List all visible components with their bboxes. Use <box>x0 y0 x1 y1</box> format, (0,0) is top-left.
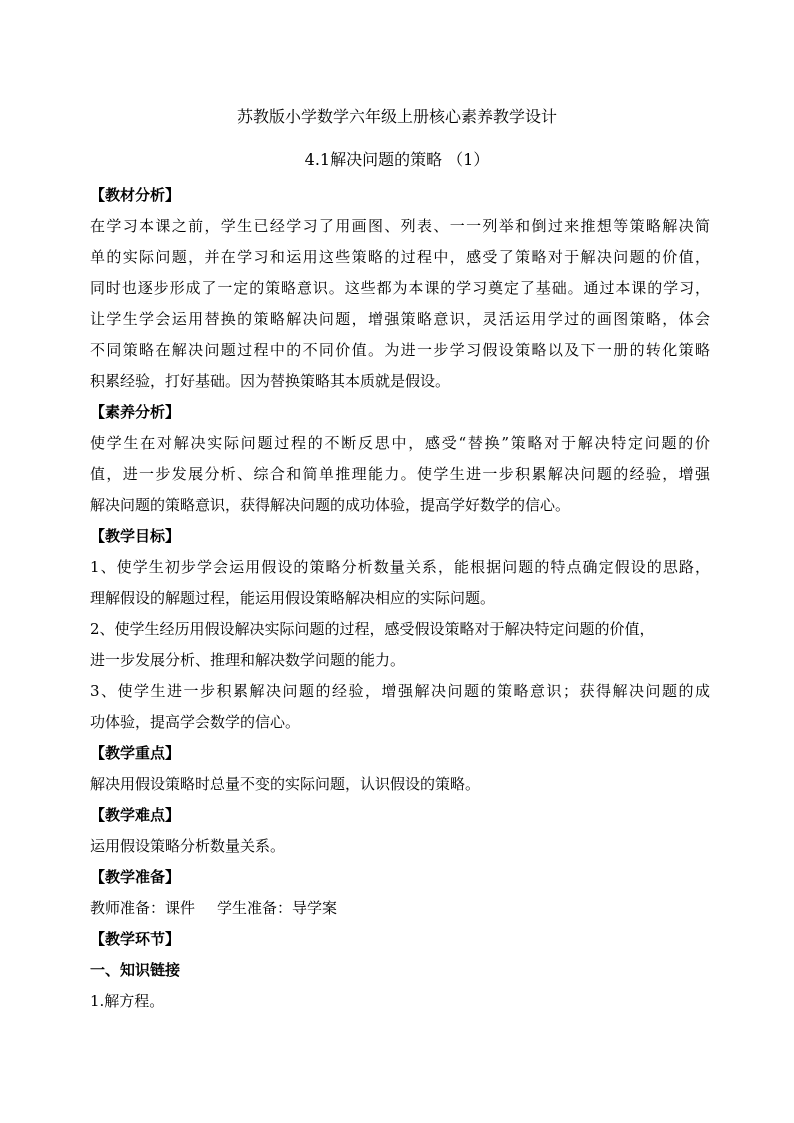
paragraph-line: 积累经验，打好基础。因为替换策略其本质就是假设。 <box>90 372 451 390</box>
paragraph-line: 解决问题的策略意识，获得解决问题的成功体验，提高学好数学的信心。 <box>90 496 571 514</box>
section-heading-literacy: 【素养分析】 <box>90 403 181 421</box>
paragraph-line: 使学生在对解决实际问题过程的不断反思中，感受“替换”策略对于解决特定问题的价 <box>90 434 710 452</box>
goal-line: 进一步发展分析、推理和解决数学问题的能力。 <box>90 651 406 669</box>
teacher-preparation: 教师准备：课件 <box>90 899 196 917</box>
difficulties-text: 运用假设策略分析数量关系。 <box>90 837 286 855</box>
document-title: 苏教版小学数学六年级上册核心素养教学设计 <box>236 107 557 126</box>
section-heading-key-points: 【教学重点】 <box>90 744 181 762</box>
key-points-text: 解决用假设策略时总量不变的实际问题，认识假设的策略。 <box>90 775 481 793</box>
process-item: 1.解方程。 <box>90 992 165 1010</box>
paragraph-line: 不同策略在解决问题过程中的不同价值。为进一步学习假设策略以及下一册的转化策略 <box>90 341 710 359</box>
preparation-line <box>90 893 710 924</box>
literacy-paragraph <box>90 428 710 521</box>
paragraph-line: 同时也逐步形成了一定的策略意识。这些都为本课的学习奠定了基础。通过本课的学习， <box>90 279 710 297</box>
goal-line: 3、使学生进一步积累解决问题的经验，增强解决问题的策略意识；获得解决问题的成 <box>90 682 710 700</box>
student-preparation: 学生准备：导学案 <box>217 899 338 917</box>
process-part-heading: 一、知识链接 <box>90 961 181 979</box>
document-body <box>90 180 710 1017</box>
section-heading-preparation: 【教学准备】 <box>90 868 181 886</box>
goal-line: 2、使学生经历用假设解决实际问题的过程，感受假设策略对于解决特定问题的价值， <box>90 620 655 638</box>
paragraph-line: 在学习本课之前，学生已经学习了用画图、列表、一一列举和倒过来推想等策略解决简 <box>90 217 710 235</box>
paragraph-line: 让学生学会运用替换的策略解决问题，增强策略意识，灵活运用学过的画图策略，体会 <box>90 310 710 328</box>
section-heading-process: 【教学环节】 <box>90 930 181 948</box>
section-heading-material: 【教材分析】 <box>90 186 181 204</box>
goals-paragraph <box>90 552 710 738</box>
goal-line: 1、使学生初步学会运用假设的策略分析数量关系，能根据问题的特点确定假设的思路， <box>90 558 710 576</box>
material-paragraph <box>90 211 710 397</box>
paragraph-line: 值，进一步发展分析、综合和简单推理能力。使学生进一步积累解决问题的经验，增强 <box>90 465 710 483</box>
section-heading-goals: 【教学目标】 <box>90 527 181 545</box>
goal-line: 功体验，提高学会数学的信心。 <box>90 713 301 731</box>
section-heading-difficulties: 【教学难点】 <box>90 806 181 824</box>
document-subtitle: 4.1解决问题的策略 （1） <box>304 150 490 169</box>
goal-line: 理解假设的解题过程，能运用假设策略解决相应的实际问题。 <box>90 589 496 607</box>
paragraph-line: 单的实际问题，并在学习和运用这些策略的过程中，感受了策略对于解决问题的价值， <box>90 248 710 266</box>
